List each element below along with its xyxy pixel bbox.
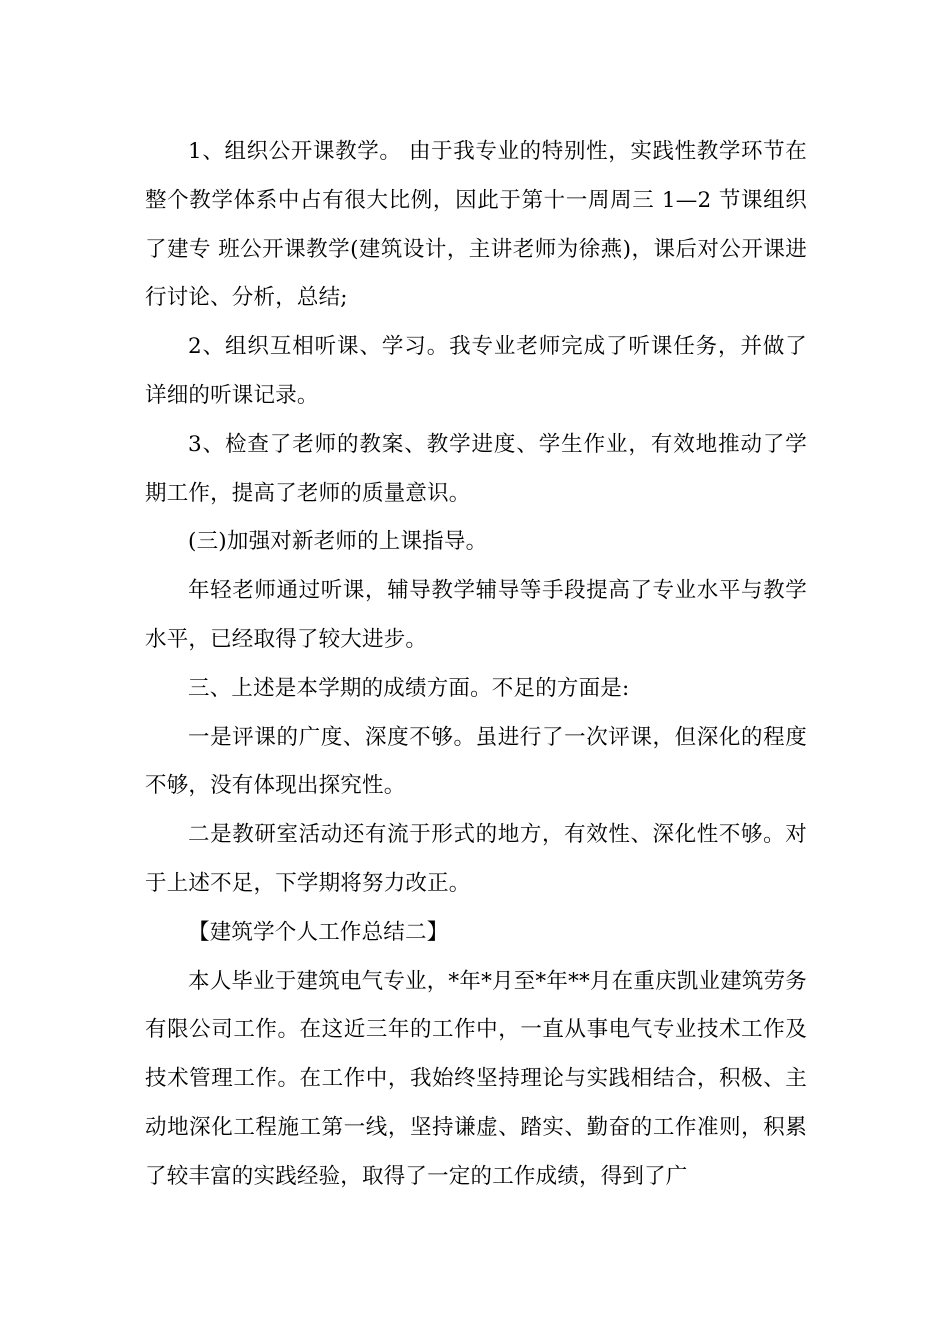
paragraph-lesson-plan-check: 3、检查了老师的教案、教学进度、学生作业，有效地推动了学期工作，提高了老师的质量意识。 [145, 431, 807, 506]
document-body [145, 128, 807, 1202]
section-heading-shortcomings: 三、上述是本学期的成绩方面。不足的方面是: [188, 675, 630, 701]
section-title-summary-two: 【建筑学个人工作总结二】 [188, 919, 449, 945]
section-heading-new-teachers: (三)加强对新老师的上课指导。 [188, 529, 488, 555]
paragraph-personal-background: 本人毕业于建筑电气专业，*年*月至*年**月在重庆凯业建筑劳务有限公司工作。在这近三年的工作中，一直从事电气专业技术工作及技术管理工作。在工作中，我始终坚持理论与实践相结合，积极、主动地深化工程施工第一线，坚持谦虚、踏实、勤奋的工作准则，积累了较丰富的实践经验，取得了一定的工作成绩，得到了广 [145, 968, 807, 1189]
paragraph-shortcoming-two: 二是教研室活动还有流于形式的地方，有效性、深化性不够。对于上述不足，下学期将努力改正。 [145, 822, 807, 896]
paragraph-shortcoming-one: 一是评课的广度、深度不够。虽进行了一次评课，但深化的程度不够，没有体现出探究性。 [145, 724, 807, 799]
paragraph-young-teachers: 年轻老师通过听课，辅导教学辅导等手段提高了专业水平与教学水平，已经取得了较大进步。 [145, 578, 807, 652]
paragraph-peer-observation: 2、组织互相听课、学习。我专业老师完成了听课任务，并做了详细的听课记录。 [145, 334, 807, 408]
paragraph-open-class: 1、组织公开课教学。 由于我专业的特别性，实践性教学环节在整个教学体系中占有很大比例，因此于第十一周周三 1—2 节课组织了建专 班公开课教学(建筑设计，主讲老师为徐燕)，课后对公开课进行讨论、分析，总结; [145, 139, 807, 311]
